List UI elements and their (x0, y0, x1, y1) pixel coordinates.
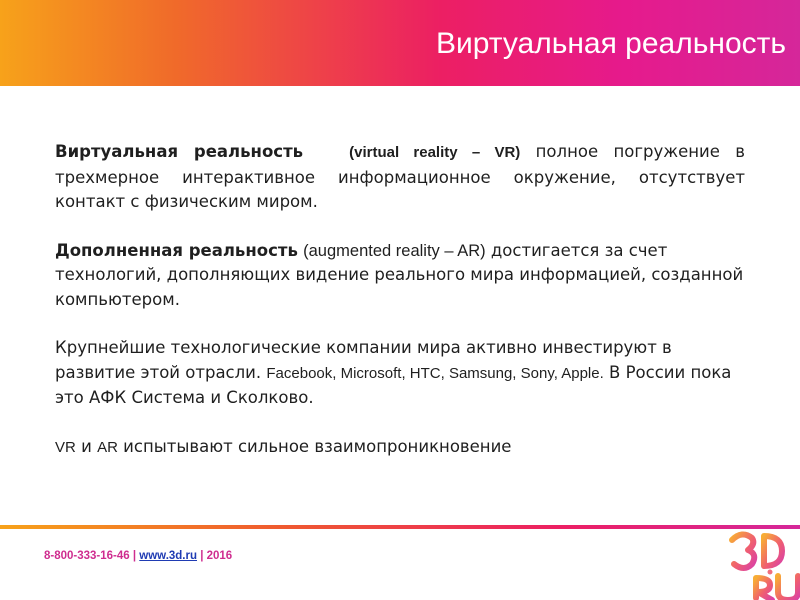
footer-separator: | (197, 550, 207, 562)
vr-term-lead: Виртуальная реальность (55, 142, 304, 161)
vr-abbr: VR (55, 438, 76, 456)
paragraph-interpenetration (55, 435, 745, 461)
content-body (55, 140, 745, 484)
header-bar (0, 0, 800, 86)
paragraph-ar (55, 239, 745, 313)
footer-separator: | (129, 550, 140, 562)
3d-ru-logo-icon (720, 520, 800, 600)
paragraph-companies (55, 336, 745, 411)
companies-intro: Крупнейшие технологические компании мира активно инвестируют в развитие этой отрасли. (55, 338, 672, 382)
vr-term-english: (virtual reality – VR) (349, 144, 521, 161)
footer-contact (44, 550, 232, 562)
and-text: и (75, 436, 98, 456)
vr-definition: полное погружение в трехмерное интерактивное информационное окружение, отсутствует контакт с физическим миром. (55, 142, 745, 211)
footer-divider (0, 525, 800, 529)
interpenetration-text: испытывают сильное взаимопроникновение (117, 436, 512, 456)
companies-list: Facebook, Microsoft, HTC, Samsung, Sony, Apple. (266, 364, 604, 382)
paragraph-vr (55, 140, 745, 215)
ar-abbr: AR (97, 438, 118, 456)
companies-russia: В России пока это АФК Система и Сколково. (55, 362, 732, 407)
ar-definition: достигается за счет технологий, дополняющих видение реального мира информацией, созданной компьютером. (55, 240, 744, 309)
ar-term-english: (augmented reality – AR) (303, 241, 486, 260)
ar-term-lead: Дополненная реальность (55, 240, 298, 260)
page-title: Виртуальная реальность (436, 27, 786, 60)
footer-website-link[interactable]: www.3d.ru (139, 550, 198, 562)
footer-year: 2016 (206, 550, 233, 562)
footer-phone: 8-800-333-16-46 (44, 550, 130, 562)
